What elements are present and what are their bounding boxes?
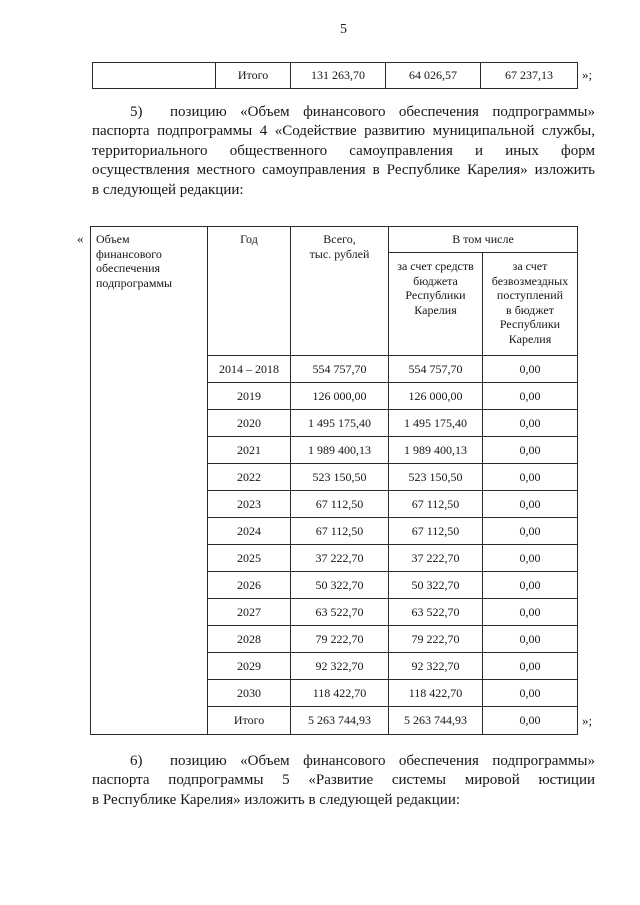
gratuitous-receipts-cell: 0,00 [483,707,578,735]
total-cell: 79 222,70 [291,626,389,653]
regional-budget-cell: 118 422,70 [389,680,483,707]
paragraph-line [92,752,595,771]
regional-budget-cell: 1 495 175,40 [389,410,483,437]
gratuitous-receipts-header-cell: за счет безвозмездных поступлений в бюджет Республики Карелия [483,253,578,356]
total-cell: 67 112,50 [291,491,389,518]
gratuitous-receipts-cell: 0,00 [483,464,578,491]
year-cell: Итого [208,707,291,735]
total-header-cell: Всего, тыс. рублей [291,227,389,356]
main-table-closing-quote: »; [582,713,593,728]
regional-budget-cell: 126 000,00 [389,383,483,410]
main-table-opening-quote: « [77,231,84,246]
regional-budget-cell: 5 263 744,93 [389,707,483,735]
gratuitous-receipts-cell: 0,00 [483,545,578,572]
paragraph-line: территориального общественного самоуправления и иных форм [92,142,595,159]
total-cell: 1 989 400,13 [291,437,389,464]
regional-budget-cell: 92 322,70 [389,653,483,680]
year-cell: 2029 [208,653,291,680]
top-total-table [92,62,578,89]
paragraph-line: паспорта подпрограммы 4 «Содействие развитию муниципальной службы, [92,123,595,140]
regional-budget-cell: 37 222,70 [389,545,483,572]
year-cell: 2019 [208,383,291,410]
gratuitous-receipts-cell: 0,00 [483,653,578,680]
table-row [93,63,578,89]
total-cell: 50 322,70 [291,572,389,599]
regional-budget-cell: 67 112,50 [389,491,483,518]
total-cell: 5 263 744,93 [291,707,389,735]
regional-budget-cell: 1 989 400,13 [389,437,483,464]
year-cell: 2021 [208,437,291,464]
paragraph-line-text: позицию «Объем финансового обеспечения подпрограммы» [170,753,595,769]
regional-budget-cell: 64 026,57 [386,63,481,89]
regional-budget-cell: 63 522,70 [389,599,483,626]
year-cell: 2020 [208,410,291,437]
total-cell: 92 322,70 [291,653,389,680]
table-header-row [91,227,578,253]
regional-budget-cell: 50 322,70 [389,572,483,599]
total-cell: 126 000,00 [291,383,389,410]
year-cell: 2023 [208,491,291,518]
regional-budget-cell: 67 112,50 [389,518,483,545]
gratuitous-receipts-cell: 0,00 [483,410,578,437]
gratuitous-receipts-cell: 0,00 [483,518,578,545]
total-cell: 63 522,70 [291,599,389,626]
gratuitous-receipts-cell: 0,00 [483,599,578,626]
gratuitous-receipts-cell: 0,00 [483,437,578,464]
year-cell: 2025 [208,545,291,572]
gratuitous-receipts-cell: 0,00 [483,491,578,518]
total-cell: 67 112,50 [291,518,389,545]
total-label-cell: Итого [216,63,291,89]
paragraph-item-5 [92,103,595,200]
regional-budget-header-cell: за счет средств бюджета Республики Карелия [389,253,483,356]
paragraph-item-6 [92,752,595,810]
total-cell: 37 222,70 [291,545,389,572]
financing-table [90,226,578,735]
total-cell: 1 495 175,40 [291,410,389,437]
year-header-cell: Год [208,227,291,356]
page-number: 5 [340,22,347,37]
item-number: 5) [130,104,143,120]
gratuitous-receipts-cell: 0,00 [483,383,578,410]
year-cell: 2024 [208,518,291,545]
total-cell: 554 757,70 [291,356,389,383]
paragraph-line: осуществления местного самоуправления в Республике Карелия» изложить [92,162,595,179]
year-cell: 2028 [208,626,291,653]
regional-budget-cell: 79 222,70 [389,626,483,653]
gratuitous-receipts-cell: 0,00 [483,626,578,653]
paragraph-line-text: позицию «Объем финансового обеспечения подпрограммы» [170,104,595,120]
top-table-empty-cell [93,63,216,89]
year-cell: 2014 – 2018 [208,356,291,383]
regional-budget-cell: 554 757,70 [389,356,483,383]
total-cell: 118 422,70 [291,680,389,707]
total-cell: 131 263,70 [291,63,386,89]
paragraph-line: в Республике Карелия» изложить в следующей редакции: [92,791,461,808]
top-table-closing-quote: »; [582,67,593,82]
paragraph-line: паспорта подпрограммы 5 «Развитие системы мировой юстиции [92,772,595,789]
paragraph-line [92,103,595,122]
regional-budget-cell: 523 150,50 [389,464,483,491]
gratuitous-receipts-cell: 0,00 [483,572,578,599]
including-header-cell: В том числе [389,227,578,253]
year-cell: 2027 [208,599,291,626]
year-cell: 2026 [208,572,291,599]
gratuitous-receipts-cell: 67 237,13 [481,63,578,89]
year-cell: 2022 [208,464,291,491]
subject-header-cell: Объем финансового обеспечения подпрограммы [91,227,208,735]
total-cell: 523 150,50 [291,464,389,491]
gratuitous-receipts-cell: 0,00 [483,680,578,707]
gratuitous-receipts-cell: 0,00 [483,356,578,383]
year-cell: 2030 [208,680,291,707]
paragraph-line: в следующей редакции: [92,181,244,198]
item-number: 6) [130,753,143,769]
